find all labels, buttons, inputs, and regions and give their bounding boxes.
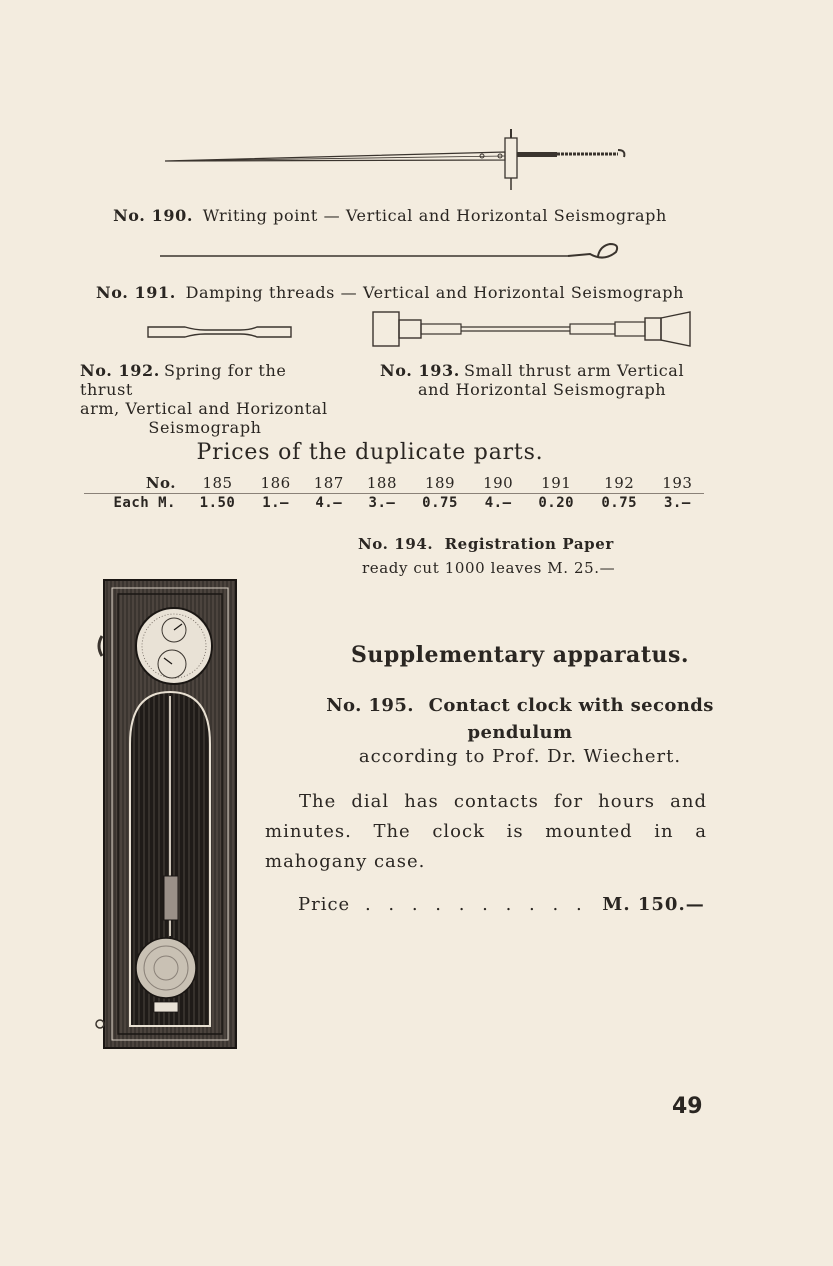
part-number: 189 — [409, 473, 472, 494]
table-row — [84, 473, 704, 494]
caption-193 — [380, 361, 700, 399]
part-price: 0.75 — [601, 495, 638, 511]
item-detail: ready cut 1000 leaves M. 25.— — [362, 559, 616, 577]
price-label: Price — [298, 894, 351, 915]
item-number: No. 192. — [80, 361, 160, 380]
item-name-line-1: Contact clock with seconds — [428, 695, 714, 716]
price-leader: . . . . . . . . . . — [364, 894, 588, 915]
price-value: M. 150.— — [602, 894, 705, 915]
caption-190 — [0, 206, 780, 225]
part-price: 0.75 — [422, 495, 458, 511]
part-number: 192 — [588, 473, 651, 494]
page-number: 49 — [672, 1094, 703, 1119]
prices-title: Prices of the duplicate parts. — [196, 440, 544, 465]
caption-line-1: Spring for the thrust — [80, 361, 287, 399]
item-number: No. 195. — [326, 695, 414, 716]
item-title: Registration Paper — [444, 535, 614, 553]
caption-194 — [358, 532, 678, 580]
contact-clock-illustration — [92, 576, 242, 1052]
item-number: No. 191. — [95, 283, 176, 302]
caption-line-2: and Horizontal Seismograph — [418, 380, 667, 399]
part-price: 1.50 — [199, 495, 236, 511]
attribution: according to Prof. Dr. Wiechert. — [358, 746, 682, 767]
part-price: 4.— — [315, 495, 343, 511]
caption-192 — [80, 361, 330, 437]
caption-line-2: arm, Vertical and Horizontal — [80, 399, 328, 418]
price-line — [298, 894, 718, 915]
writing-point-illustration — [160, 124, 630, 196]
part-number: 187 — [302, 473, 355, 494]
part-number: 186 — [249, 473, 302, 494]
table-row — [84, 494, 704, 513]
part-price: 3.— — [368, 495, 396, 511]
supplementary-title: Supplementary apparatus. — [350, 642, 690, 668]
part-number: 190 — [472, 473, 525, 494]
item-description: Writing point — Vertical and Horizontal Seismograph — [202, 206, 667, 225]
part-number: 185 — [186, 473, 249, 494]
row-label-no: No. — [84, 473, 186, 494]
item-number: No. 190. — [113, 206, 193, 225]
caption-line-1: Small thrust arm Vertical — [463, 361, 685, 380]
part-number: 191 — [525, 473, 588, 494]
caption-line-3: Seismograph — [148, 418, 262, 437]
caption-191 — [0, 283, 780, 302]
price-table — [84, 473, 704, 512]
part-price: 0.20 — [538, 495, 575, 511]
caption-195 — [275, 692, 765, 746]
row-label-each: Each M. — [113, 495, 176, 511]
part-price: 4.— — [484, 495, 512, 511]
part-price: 3.— — [663, 495, 691, 511]
item-number: No. 194. — [358, 535, 434, 553]
item-description: Damping threads — Vertical and Horizontal Seismograph — [185, 283, 685, 302]
item-name-line-2: pendulum — [467, 722, 573, 743]
clock-description: The dial has contacts for hours and minutes. The clock is mounted in a mahogany case. — [265, 791, 707, 872]
thrust-arm-illustration — [370, 308, 696, 352]
part-number: 193 — [651, 473, 704, 494]
spring-illustration — [145, 322, 295, 342]
damping-thread-illustration — [158, 240, 623, 272]
part-number: 188 — [355, 473, 408, 494]
part-price: 1.— — [262, 495, 289, 511]
item-number: No. 193. — [380, 361, 460, 380]
